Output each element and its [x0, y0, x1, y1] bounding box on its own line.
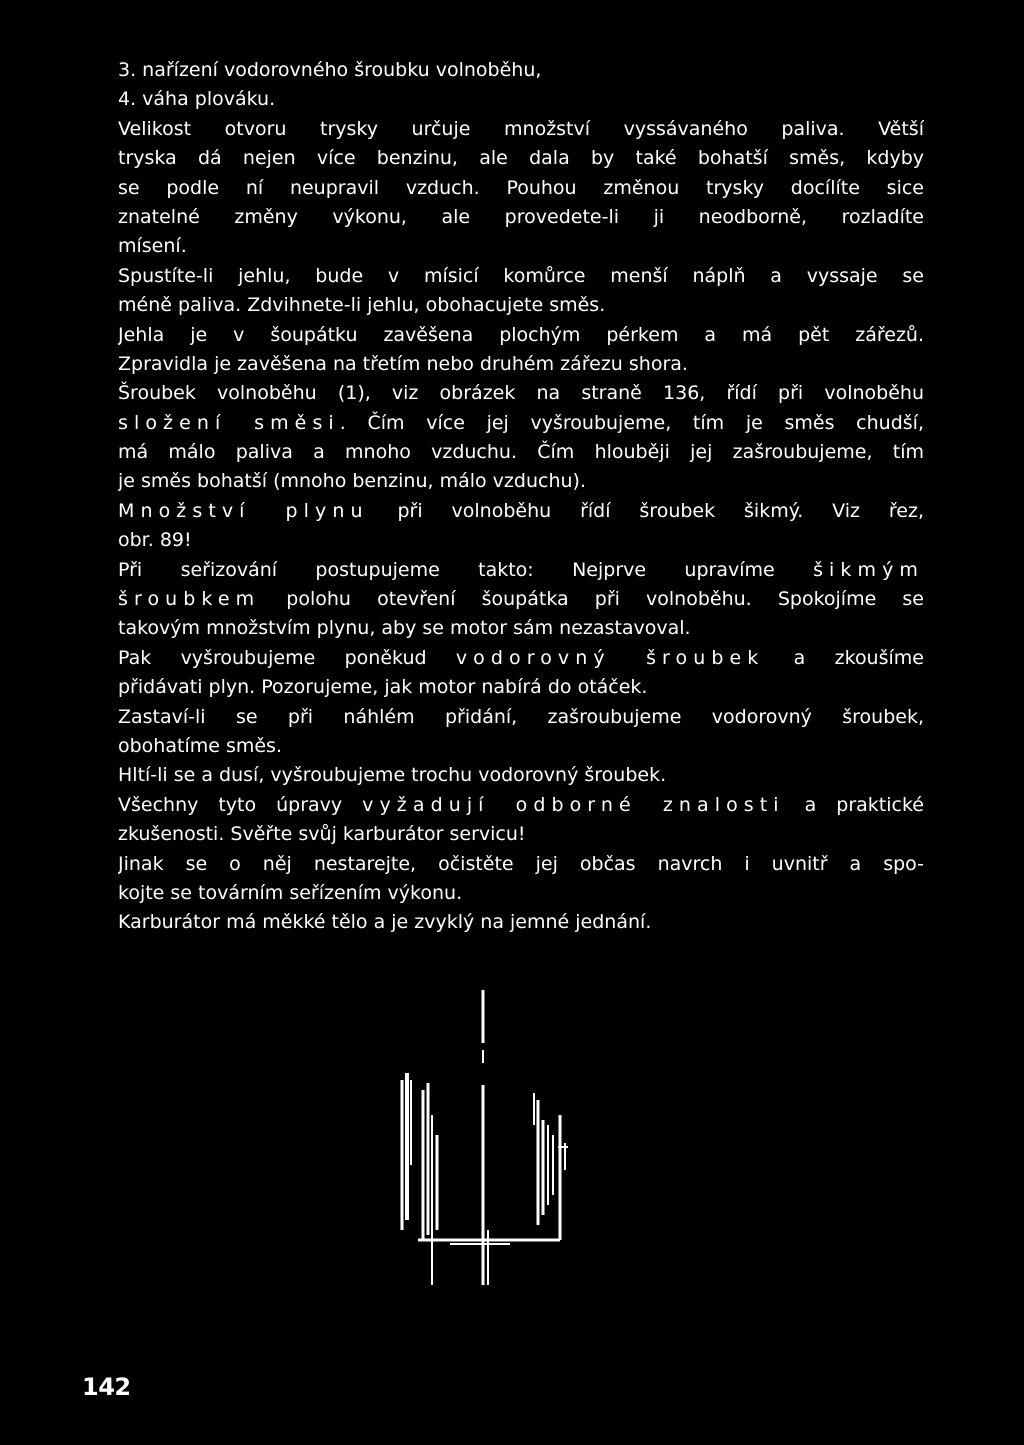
text-line: 4. váha plováku.	[118, 88, 276, 111]
text-line: se podle ní neupravil vzduch. Pouhou změnou trysky docílíte sice	[118, 176, 924, 199]
text-span: Pak vyšroubujeme poněkud	[118, 646, 456, 669]
carburetor-needle-figure	[390, 985, 590, 1305]
text-line: Velikost otvoru trysky určuje množství vyssávaného paliva. Větší	[118, 117, 924, 140]
spaced-emphasis: Množství plynu	[118, 499, 369, 522]
text-line: Šroubek volnoběhu (1), viz obrázek na straně 136, řídí při volnoběhu	[118, 382, 924, 405]
spaced-emphasis: vyžadují odborné znalosti	[362, 793, 785, 816]
text-line: Spustíte-li jehlu, bude v mísicí komůrce menší náplň a vyssaje se	[118, 264, 924, 287]
text-line	[118, 585, 924, 614]
text-line: takovým množstvím plynu, aby se motor sám nezastavoval.	[118, 617, 691, 640]
text-span: a praktické	[784, 793, 924, 816]
text-line: Zastaví-li se při náhlém přidání, zašroubujeme vodorovný šroubek,	[118, 705, 924, 728]
text-line: má málo paliva a mnoho vzduchu. Čím hlouběji jej zašroubujeme, tím	[118, 441, 924, 464]
text-line: Jinak se o něj nestarejte, očistěte jej občas navrch i uvnitř a spo-	[118, 852, 924, 875]
text-line: tryska dá nejen více benzinu, ale dala by také bohatší směs, kdyby	[118, 147, 924, 170]
spaced-emphasis: složení směsi	[118, 411, 340, 434]
text-span: Při seřizování postupujeme takto: Nejprve upravíme	[118, 558, 814, 581]
page-number: 142	[82, 1373, 131, 1401]
text-line: kojte se továrním seřízením výkonu.	[118, 881, 463, 904]
text-line: 3. nařízení vodorovného šroubku volnoběhu,	[118, 59, 542, 81]
spaced-emphasis: vodorovný šroubek	[455, 646, 765, 669]
text-span: . Čím více jej vyšroubujeme, tím je směs chudší,	[339, 411, 924, 434]
text-line	[118, 409, 924, 438]
text-line: zkušenosti. Svěřte svůj karburátor servicu!	[118, 823, 526, 846]
text-span: a zkoušíme	[764, 646, 924, 669]
text-line	[118, 644, 924, 673]
text-line: znatelné změny výkonu, ale provedete-li ji neodborně, rozladíte	[118, 205, 924, 228]
text-line: méně paliva. Zdvihnete-li jehlu, obohacujete směs.	[118, 294, 606, 317]
text-span: Všechny tyto úpravy	[118, 793, 363, 816]
text-line: obohatíme směs.	[118, 734, 282, 757]
text-line	[118, 556, 924, 585]
text-line: Hltí-li se a dusí, vyšroubujeme trochu vodorovný šroubek.	[118, 764, 667, 787]
text-line: mísení.	[118, 235, 187, 258]
text-span: polohu otevření šoupátka při volnoběhu. Spokojíme se	[260, 588, 924, 611]
text-line: Jehla je v šoupátku zavěšena plochým pérkem a má pět zářezů.	[118, 323, 924, 346]
text-line: obr. 89!	[118, 529, 192, 552]
spaced-emphasis: šroubkem	[118, 588, 261, 611]
text-line: je směs bohatší (mnoho benzinu, málo vzduchu).	[118, 470, 586, 493]
text-line: Karburátor má měkké tělo a je zvyklý na jemné jednání.	[118, 911, 652, 934]
page-body-text	[118, 56, 924, 938]
text-line	[118, 791, 924, 820]
text-span: při volnoběhu řídí šroubek šikmý. Viz řez,	[368, 499, 924, 522]
text-line: Zpravidla je zavěšena na třetím nebo druhém zářezu shora.	[118, 352, 688, 375]
spaced-emphasis: šikmým	[813, 558, 924, 581]
text-line	[118, 497, 924, 526]
text-line: přidávati plyn. Pozorujeme, jak motor nabírá do otáček.	[118, 676, 648, 699]
